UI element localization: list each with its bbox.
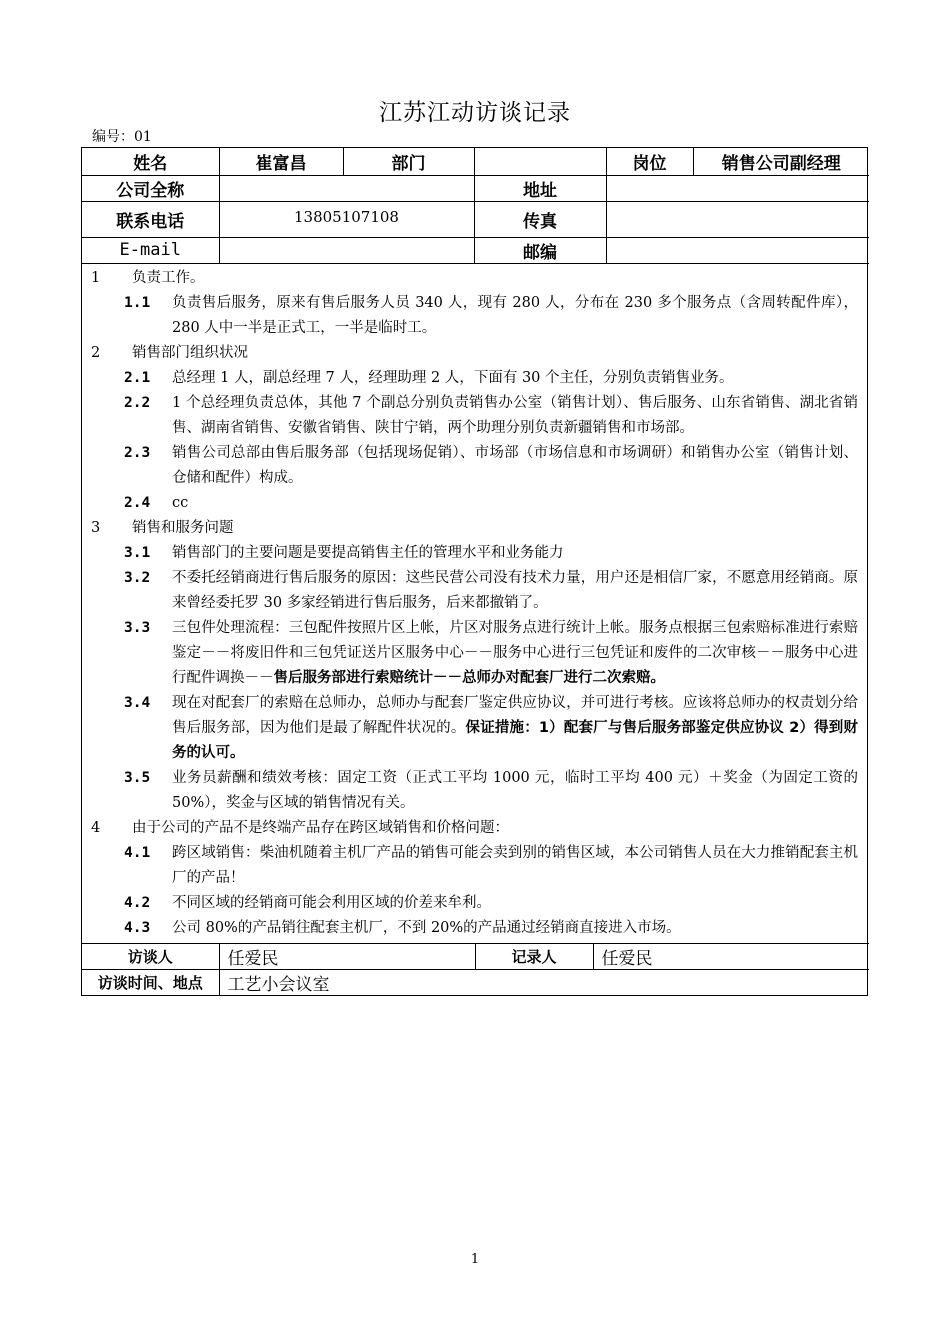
list-item [90,616,859,691]
recorder-label: 记录人 [475,943,593,969]
item-number: 3.4 [124,694,151,711]
item-text: 1 个总经理负责总体，其他 7 个副总分别负责销售办公室（销售计划）、售后服务、山东省销售、湖北省销售、湖南省销售、安徽省销售、陕甘宁销，两个助理分别负责新疆销售和市场部。 [172,394,858,436]
item-number: 2.1 [124,369,151,386]
item-text: 现在对配套厂的索赔在总师办，总师办与配套厂鉴定供应协议，并可进行考核。应该将总师办的权责划分给售后服务部，因为他们是最了解配件状况的。 [172,694,858,736]
postcode-value [606,237,869,263]
fax-value [606,201,869,237]
section-heading [90,516,859,541]
section-title: 由于公司的产品不是终端产品存在跨区域销售和价格问题： [132,819,509,836]
item-text: 业务员薪酬和绩效考核：固定工资（正式工平均 1000 元，临时工平均 400 元）＋奖金（为固定工资的 50%），奖金与区域的销售情况有关。 [172,769,858,811]
section-title: 负责工作。 [132,269,205,286]
item-text: 公司 80%的产品销往配套主机厂，不到 20%的产品通过经销商直接进入市场。 [172,919,681,936]
item-text: 总经理 1 人，副总经理 7 人，经理助理 2 人，下面有 30 个主任，分别负责销售业务。 [172,369,734,386]
section-number: 3 [91,519,101,536]
info-row [82,148,869,175]
item-number: 4.2 [124,894,151,911]
interviewer-value: 任爱民 [219,943,475,969]
item-text: 不委托经销商进行售后服务的原因：这些民营公司没有技术力量，用户还是相信厂家，不愿意用经销商。原来曾经委托罗 30 多家经销进行售后服务，后来都撤销了。 [172,569,858,611]
recorder-value: 任爱民 [593,943,869,969]
item-number: 3.5 [124,769,151,786]
footer-table [82,943,869,995]
section-number: 4 [91,819,101,836]
section-title: 销售部门组织状况 [132,344,248,361]
address-value [606,175,869,201]
section-heading [90,816,859,841]
list-item [90,691,859,766]
info-row [82,237,869,263]
section-heading [90,341,859,366]
info-table [82,148,869,264]
item-number: 2.4 [124,494,151,511]
list-item [90,891,859,916]
name-label: 姓名 [82,148,219,175]
item-number: 4.1 [124,844,151,861]
item-text: 三包件处理流程：三包配件按照片区上帐，片区对服务点进行统计上帐。服务点根据三包索赔标准进行索赔鉴定－－将废旧件和三包凭证送片区服务中心－－服务中心进行三包凭证和废件的二次审核－－服务中心进行配件调换－－ [172,619,858,686]
section-number: 2 [91,344,101,361]
phone-value: 13805107108 [219,201,474,237]
item-text: 负责售后服务，原来有售后服务人员 340 人，现有 280 人，分布在 230 多个服务点（含周转配件库），280 人中一半是正式工，一半是临时工。 [172,294,858,336]
item-emphasis: 保证措施：1）配套厂与售后服务部鉴定供应协议 2）得到财务的认可。 [172,719,858,761]
item-number: 3.2 [124,569,151,586]
item-number: 1.1 [124,294,151,311]
list-item [90,541,859,566]
list-item [90,291,859,341]
list-item [90,491,859,516]
footer-row [82,943,869,969]
item-text: 销售公司总部由售后服务部（包括现场促销）、市场部（市场信息和市场调研）和销售办公室（销售计划、仓储和配件）构成。 [172,444,858,486]
document-title: 江苏江动访谈记录 [379,100,571,126]
time-place-label: 访谈时间、地点 [82,969,219,995]
address-label: 地址 [474,175,606,201]
item-number: 3.1 [124,544,151,561]
position-value: 销售公司副经理 [693,148,869,175]
list-item [90,766,859,816]
info-row [82,201,869,237]
company-value [219,175,474,201]
phone-label: 联系电话 [82,201,219,237]
fax-label: 传真 [474,201,606,237]
email-label: E-mail [82,237,219,263]
item-number: 2.3 [124,444,151,461]
item-emphasis: 售后服务部进行索赔统计－－总师办对配套厂进行二次索赔。 [273,669,665,686]
name-value: 崔富昌 [219,148,343,175]
postcode-label: 邮编 [474,237,606,263]
item-text: 跨区域销售：柴油机随着主机厂产品的销售可能会卖到别的销售区域，本公司销售人员在大力推销配套主机厂的产品！ [172,844,858,886]
section-number: 1 [91,269,101,286]
company-label: 公司全称 [82,175,219,201]
email-value [219,237,474,263]
section-heading [90,266,859,291]
list-item [90,841,859,891]
interview-notes [82,264,867,943]
section-title: 销售和服务问题 [132,519,234,536]
item-text: cc [172,494,189,511]
time-place-value: 工艺小会议室 [219,969,869,995]
list-item [90,566,859,616]
footer-row [82,969,869,995]
info-row [82,175,869,201]
item-text: 销售部门的主要问题是要提高销售主任的管理水平和业务能力 [172,544,564,561]
dept-value [474,148,606,175]
page-number: 1 [470,1252,480,1267]
list-item [90,441,859,491]
item-number: 4.3 [124,919,151,936]
interviewer-label: 访谈人 [82,943,219,969]
item-number: 2.2 [124,394,151,411]
item-text: 不同区域的经销商可能会利用区域的价差来牟利。 [172,894,491,911]
list-item [90,366,859,391]
item-number: 3.3 [124,619,151,636]
list-item [90,916,859,941]
interview-form [81,147,868,996]
dept-label: 部门 [343,148,474,175]
document-number: 编号：01 [92,129,152,145]
position-label: 岗位 [606,148,693,175]
list-item [90,391,859,441]
